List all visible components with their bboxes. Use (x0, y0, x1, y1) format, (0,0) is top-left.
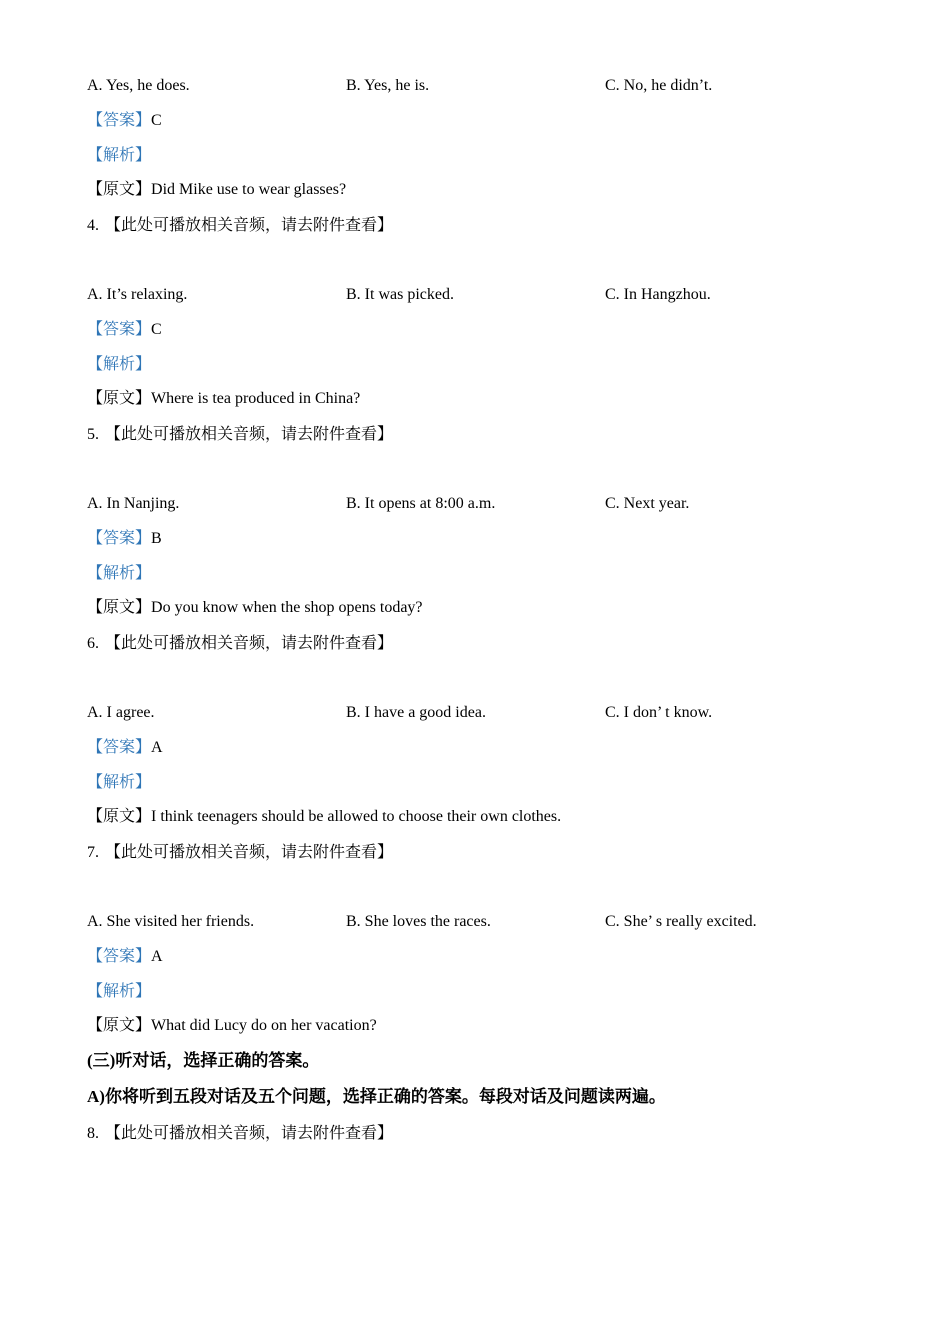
original-label: 【原文】 (87, 390, 152, 407)
audio-prompt: 【此处可播放相关音频，请去附件查看】 (105, 844, 394, 861)
option-b: B. It was picked. (346, 286, 454, 303)
option-b: B. She loves the races. (346, 913, 491, 930)
option-a: A. Yes, he does. (87, 77, 190, 94)
answer-line (87, 738, 163, 758)
option-b: B. It opens at 8:00 a.m. (346, 495, 496, 512)
option-c: C. In Hangzhou. (605, 286, 711, 303)
answer-line (87, 947, 163, 967)
question-number: 8. (87, 1125, 99, 1142)
question-header (87, 634, 393, 654)
question-header (87, 216, 393, 236)
answer-value: B (151, 530, 162, 547)
analysis-label: 【解析】 (87, 356, 152, 373)
question-number: 4. (87, 217, 99, 234)
answer-value: C (151, 112, 162, 129)
option-c: C. I don’ t know. (605, 704, 713, 721)
original-label: 【原文】 (87, 808, 152, 825)
answer-value: A (151, 948, 163, 965)
analysis-label: 【解析】 (87, 147, 152, 164)
audio-prompt: 【此处可播放相关音频，请去附件查看】 (105, 217, 394, 234)
original-line (87, 1016, 377, 1036)
original-label: 【原文】 (87, 181, 152, 198)
analysis-label: 【解析】 (87, 565, 152, 582)
answer-label: 【答案】 (87, 112, 152, 129)
option-b: B. Yes, he is. (346, 77, 430, 94)
original-line (87, 180, 346, 200)
option-a: A. In Nanjing. (87, 495, 180, 512)
analysis-label: 【解析】 (87, 774, 152, 791)
original-text: Do you know when the shop opens today? (151, 599, 423, 616)
answer-line (87, 529, 162, 549)
section-subheading: A)你将听到五段对话及五个问题，选择正确的答案。每段对话及问题读两遍。 (87, 1087, 666, 1106)
answer-line (87, 320, 162, 340)
question-number: 6. (87, 635, 99, 652)
audio-prompt: 【此处可播放相关音频，请去附件查看】 (105, 1125, 394, 1142)
question-header (87, 843, 393, 863)
original-text: Did Mike use to wear glasses? (151, 181, 347, 198)
option-a: A. It’s relaxing. (87, 286, 188, 303)
answer-label: 【答案】 (87, 321, 152, 338)
original-line (87, 598, 423, 618)
analysis-label: 【解析】 (87, 983, 152, 1000)
option-c: C. Next year. (605, 495, 690, 512)
option-b: B. I have a good idea. (346, 704, 486, 721)
answer-value: C (151, 321, 162, 338)
option-c: C. She’ s really excited. (605, 913, 757, 930)
section-heading: (三)听对话，选择正确的答案。 (87, 1051, 320, 1070)
original-text: I think teenagers should be allowed to choose their own clothes. (151, 808, 562, 825)
original-label: 【原文】 (87, 599, 152, 616)
option-c: C. No, he didn’t. (605, 77, 713, 94)
original-label: 【原文】 (87, 1017, 152, 1034)
answer-line (87, 111, 162, 131)
option-a: A. She visited her friends. (87, 913, 255, 930)
option-a: A. I agree. (87, 704, 155, 721)
answer-label: 【答案】 (87, 530, 152, 547)
audio-prompt: 【此处可播放相关音频，请去附件查看】 (105, 635, 394, 652)
question-header (87, 1124, 393, 1144)
question-number: 5. (87, 426, 99, 443)
original-text: What did Lucy do on her vacation? (151, 1017, 377, 1034)
answer-label: 【答案】 (87, 948, 152, 965)
answer-value: A (151, 739, 163, 756)
question-number: 7. (87, 844, 99, 861)
answer-label: 【答案】 (87, 739, 152, 756)
original-line (87, 389, 360, 409)
original-text: Where is tea produced in China? (151, 390, 361, 407)
question-header (87, 425, 393, 445)
original-line (87, 807, 561, 827)
audio-prompt: 【此处可播放相关音频，请去附件查看】 (105, 426, 394, 443)
